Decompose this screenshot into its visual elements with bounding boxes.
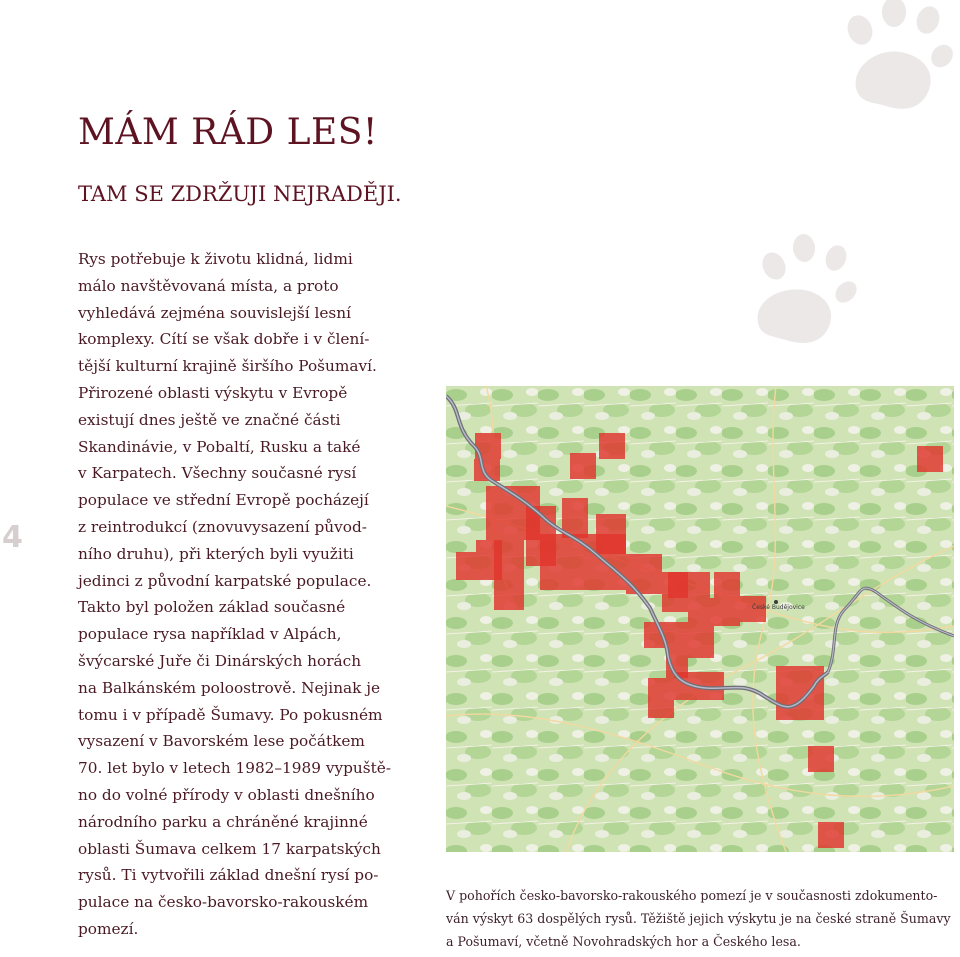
caption-line: a Pošumaví, včetně Novohradských hor a Českého lesa. [446,934,801,949]
body-line: Takto byl položen základ současné [78,598,346,617]
body-line: ního druhu), při kterých byli využiti [78,544,354,563]
page-number: 4 [2,520,23,555]
body-line: komplexy. Cítí se však dobře i v člení- [78,330,370,349]
body-line: vyhledává zejména souvislejší lesní [78,303,351,322]
caption-line: ván výskyt 63 dospělých rysů. Těžiště jejich výskytu je na české straně Šumavy [446,911,951,926]
paw-print-icon [838,0,960,118]
body-line: Skandinávie, v Pobaltí, Rusku a také [78,437,361,456]
body-line: na Balkánském poloostrově. Nejinak je [78,678,381,697]
page-subtitle: TAM SE ZDRŽUJI NEJRADĚJI. [78,182,402,206]
page-title: MÁM RÁD LES! [78,112,378,153]
body-line: tější kulturní krajině širšího Pošumaví. [78,357,377,376]
body-line: populace ve střední Evropě pocházejí [78,491,369,510]
body-line: Přirozené oblasti výskytu v Evropě [78,383,348,402]
body-line: existují dnes ještě ve značné části [78,410,341,429]
body-line: švýcarské Juře či Dinárských horách [78,651,362,670]
body-line: pulace na česko-bavorsko-rakouském [78,893,369,912]
lynx-occurrence-map [446,386,954,852]
body-line: málo navštěvovaná místa, a proto [78,276,339,295]
body-line: oblasti Šumava celkem 17 karpatských [78,839,381,858]
paw-print-icon [746,230,866,350]
body-line: v Karpatech. Všechny současné rysí [78,464,357,483]
body-line: pomezí. [78,919,139,938]
map-city-label: České Budějovice [752,604,805,611]
map-caption [446,884,960,953]
body-line: tomu i v případě Šumavy. Po pokusném [78,705,383,724]
body-text [78,246,398,943]
body-line: rysů. Ti vytvořili základ dnešní rysí po- [78,866,379,885]
caption-line: V pohořích česko-bavorsko-rakouského pomezí je v současnosti zdokumento- [446,888,938,903]
body-line: Rys potřebuje k životu klidná, lidmi [78,250,353,268]
body-line: národního parku a chráněné krajinné [78,812,368,831]
body-line: z reintrodukcí (znovuvysazení původ- [78,517,367,536]
body-line: populace rysa například v Alpách, [78,625,342,644]
body-line: jedinci z původní karpatské populace. [78,571,372,590]
body-line: no do volné přírody v oblasti dnešního [78,785,375,804]
body-line: vysazení v Bavorském lese počátkem [78,732,365,751]
body-line: 70. let bylo v letech 1982–1989 vypuště- [78,759,391,778]
